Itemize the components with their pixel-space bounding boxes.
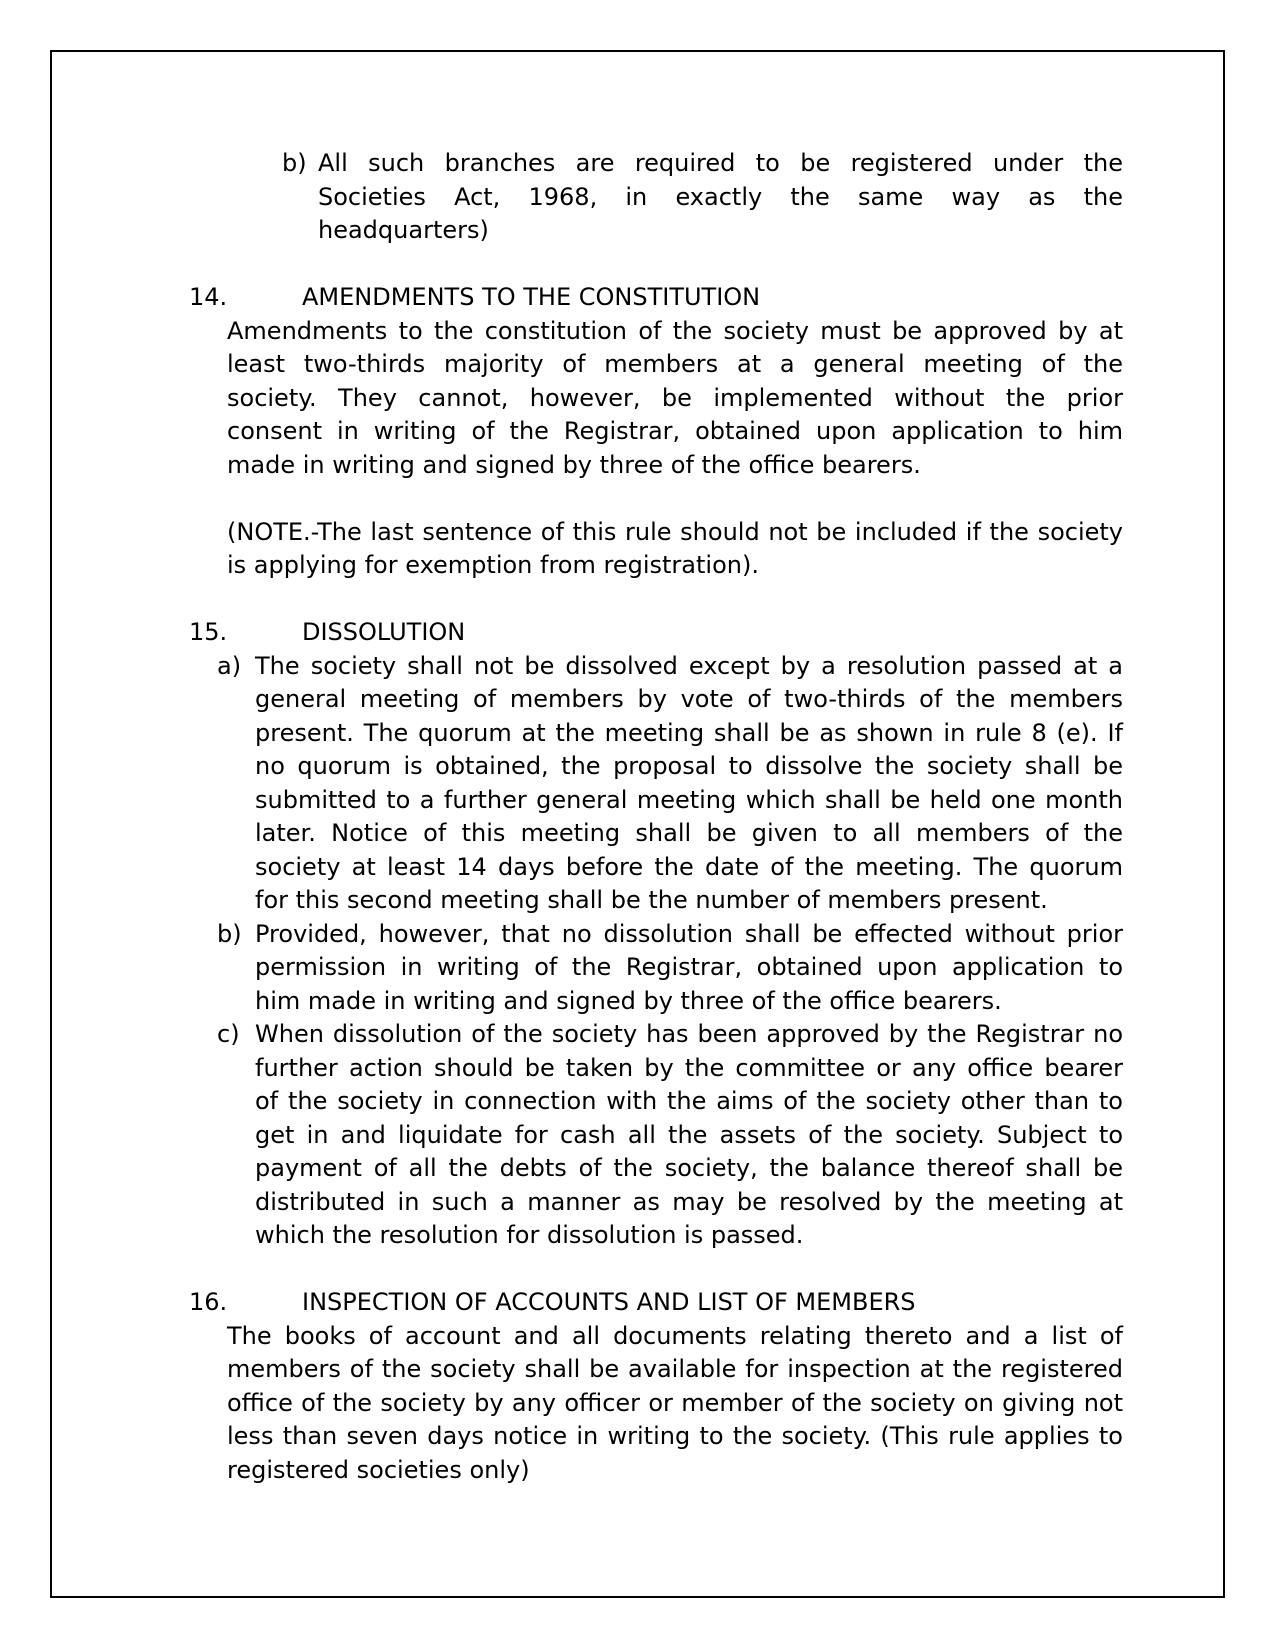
spacer: [0, 1253, 1275, 1287]
list-item: [0, 147, 1275, 248]
text-lines: [227, 516, 1123, 583]
text-line: headquarters): [318, 216, 489, 244]
text-line: (NOTE.-The last sentence of this rule should not be included if the society: [227, 517, 1123, 546]
list-marker: b): [282, 149, 307, 177]
section-number: 14.: [189, 283, 228, 311]
section-number: 16.: [189, 1288, 228, 1316]
spacer: [0, 482, 1275, 516]
spacer: [0, 583, 1275, 617]
text-line: When dissolution of the society has been approved by the Registrar no: [255, 1020, 1123, 1048]
list-item: [0, 918, 1275, 1019]
text-lines: [255, 1018, 1123, 1253]
text-line: less than seven days notice in writing to the society. (This rule applies to: [227, 1422, 1123, 1450]
text-line: further action should be taken by the committee or any office bearer: [255, 1053, 1123, 1082]
text-line: payment of all the debts of the society, the balance thereof shall be: [255, 1154, 1123, 1182]
text-line: submitted to a further general meeting which shall be held one month: [255, 785, 1123, 814]
text-lines: [255, 650, 1123, 918]
text-line: All such branches are required to be registered under the: [318, 149, 1123, 177]
section-heading: [0, 281, 1275, 315]
text-line: general meeting of members by vote of two-thirds of the members: [255, 685, 1123, 713]
text-line: least two-thirds majority of members at a general meeting of the: [227, 350, 1123, 378]
text-line: consent in writing of the Registrar, obtained upon application to him: [227, 417, 1123, 445]
spacer: [0, 248, 1275, 282]
text-line: society. They cannot, however, be implemented without the prior: [227, 383, 1123, 412]
list-item: [0, 650, 1275, 918]
text-line: permission in writing of the Registrar, obtained upon application to: [255, 953, 1123, 981]
text-line: made in writing and signed by three of the office bearers.: [227, 450, 921, 479]
text-line: Provided, however, that no dissolution shall be effected without prior: [255, 919, 1123, 948]
section-title: INSPECTION OF ACCOUNTS AND LIST OF MEMBERS: [302, 1288, 916, 1316]
text-lines: [318, 147, 1123, 248]
text-line: The books of account and all documents relating thereto and a list of: [227, 1321, 1123, 1350]
text-line: members of the society shall be available for inspection at the registered: [227, 1355, 1123, 1383]
text-line: him made in writing and signed by three of the office bearers.: [255, 986, 1002, 1015]
section-heading: [0, 1286, 1275, 1320]
paragraph: [0, 315, 1275, 483]
text-lines: [227, 1320, 1123, 1488]
paragraph: [0, 1320, 1275, 1488]
text-line: which the resolution for dissolution is passed.: [255, 1221, 804, 1249]
text-line: no quorum is obtained, the proposal to dissolve the society shall be: [255, 752, 1123, 780]
text-line: is applying for exemption from registration).: [227, 551, 759, 579]
document-content: [0, 147, 1275, 1487]
section-number: 15.: [189, 618, 228, 646]
section-title: DISSOLUTION: [302, 618, 466, 646]
text-lines: [255, 918, 1123, 1019]
text-line: present. The quorum at the meeting shall be as shown in rule 8 (e). If: [255, 718, 1123, 747]
text-line: office of the society by any officer or member of the society on giving not: [227, 1388, 1123, 1417]
text-line: Amendments to the constitution of the society must be approved by at: [227, 316, 1123, 345]
text-line: Societies Act, 1968, in exactly the same way as the: [318, 182, 1123, 211]
text-line: registered societies only): [227, 1455, 530, 1484]
list-marker: c): [217, 1020, 240, 1048]
section-title: AMENDMENTS TO THE CONSTITUTION: [302, 283, 761, 311]
text-line: society at least 14 days before the date of the meeting. The quorum: [255, 852, 1123, 881]
section-heading: [0, 616, 1275, 650]
text-line: for this second meeting shall be the number of members present.: [255, 886, 1048, 914]
list-marker: a): [217, 651, 242, 680]
list-item: [0, 1018, 1275, 1253]
paragraph: [0, 516, 1275, 583]
text-line: get in and liquidate for cash all the assets of the society. Subject to: [255, 1120, 1123, 1149]
text-line: The society shall not be dissolved except by a resolution passed at a: [255, 651, 1123, 680]
list-marker: b): [217, 919, 242, 948]
text-line: of the society in connection with the aims of the society other than to: [255, 1087, 1123, 1115]
text-lines: [227, 315, 1123, 483]
text-line: distributed in such a manner as may be resolved by the meeting at: [255, 1187, 1123, 1216]
text-line: later. Notice of this meeting shall be given to all members of the: [255, 819, 1123, 847]
